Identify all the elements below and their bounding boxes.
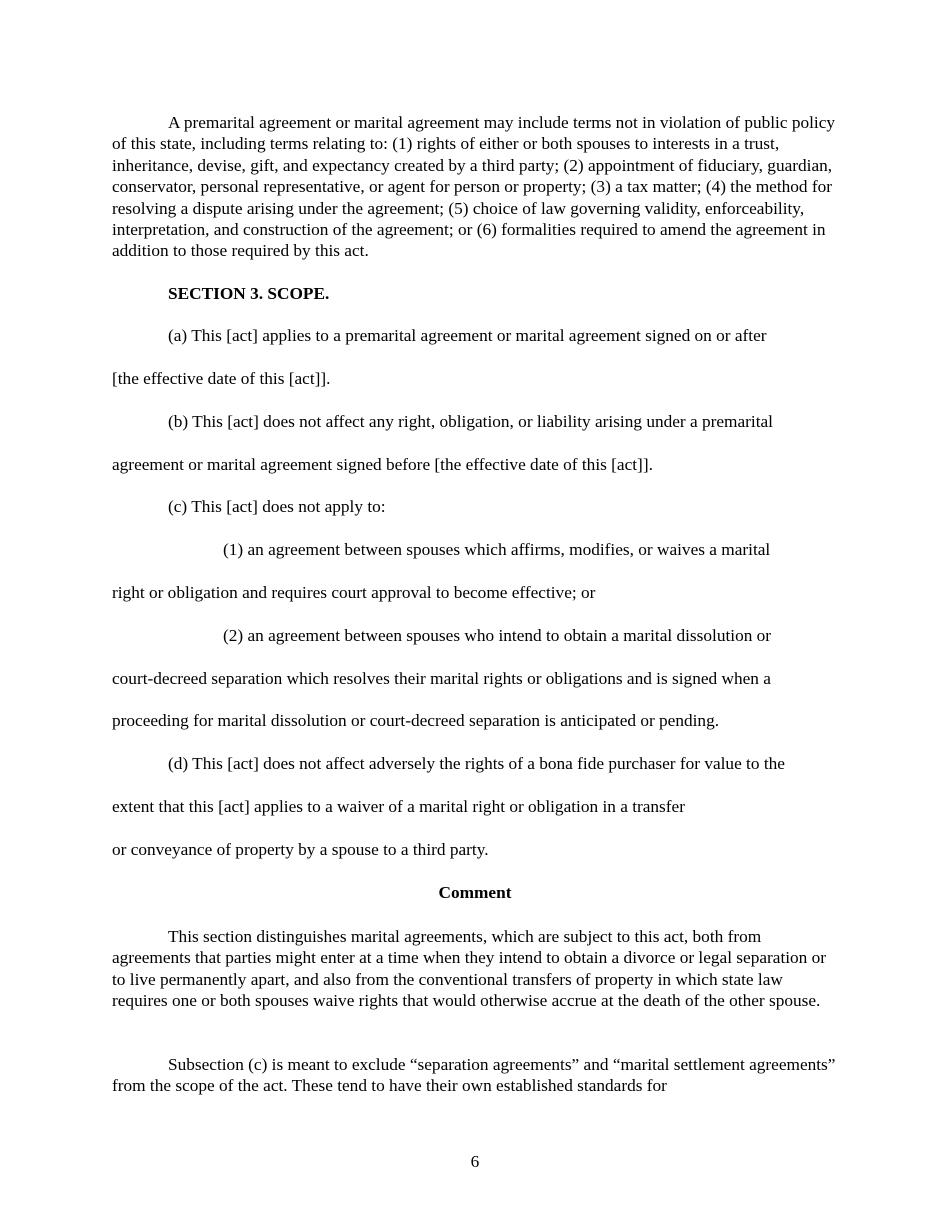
section-line-c2a: (2) an agreement between spouses who intend to obtain a marital dissolution or <box>223 626 772 645</box>
section-line-b1: (b) This [act] does not affect any right, obligation, or liability arising under a premarital <box>168 412 773 431</box>
section-line-d3: or conveyance of property by a spouse to a third party. <box>112 840 489 859</box>
section-line-c1a: (1) an agreement between spouses which affirms, modifies, or waives a marital <box>223 540 771 559</box>
intro-paragraph: A premarital agreement or marital agreement may include terms not in violation of public policy of this state, including terms relating to: (1) rights of either or both spouses to interests in a trust, inheritance, devise, gift, and expectancy created by a third party; (2) appointment of fiduciary, guardian, conservator, personal representative, or agent for person or property; (3) a tax matter; (4) the method for resolving a dispute arising under the agreement; (5) choice of law governing validity, enforceability, interpretation, and construction of the agreement; or (6) formalities required to amend the agreement in addition to those required by this act. <box>112 113 836 261</box>
section-line-c1b: right or obligation and requires court approval to become effective; or <box>112 583 596 602</box>
section-line-a1: (a) This [act] applies to a premarital agreement or marital agreement signed on or after <box>168 326 767 345</box>
section-line-d1: (d) This [act] does not affect adversely the rights of a bona fide purchaser for value to the <box>168 754 785 773</box>
section-line-c2b: court-decreed separation which resolves their marital rights or obligations and is signed when a <box>112 669 771 688</box>
section-line-c2c: proceeding for marital dissolution or court-decreed separation is anticipated or pending. <box>112 711 720 730</box>
comment-heading: Comment <box>438 883 512 902</box>
section-line-d2: extent that this [act] applies to a waiver of a marital right or obligation in a transfer <box>112 797 685 816</box>
section-line-a2: [the effective date of this [act]]. <box>112 369 331 388</box>
page-number: 6 <box>470 1152 480 1171</box>
section-heading: SECTION 3. SCOPE. <box>168 284 330 303</box>
comment-paragraph-1: This section distinguishes marital agreements, which are subject to this act, both from agreements that parties might enter at a time when they intend to obtain a divorce or legal separation or to live permanently apart, and also from the conventional transfers of property in which state law requires one or both spouses waive rights that would otherwise accrue at the death of the other spouse. <box>112 927 827 1011</box>
section-line-c: (c) This [act] does not apply to: <box>168 497 386 516</box>
comment-paragraph-2: Subsection (c) is meant to exclude “separation agreements” and “marital settlement agreements” from the scope of the act. These tend to have their own established standards for <box>112 1055 836 1096</box>
section-line-b2: agreement or marital agreement signed before [the effective date of this [act]]. <box>112 455 653 474</box>
